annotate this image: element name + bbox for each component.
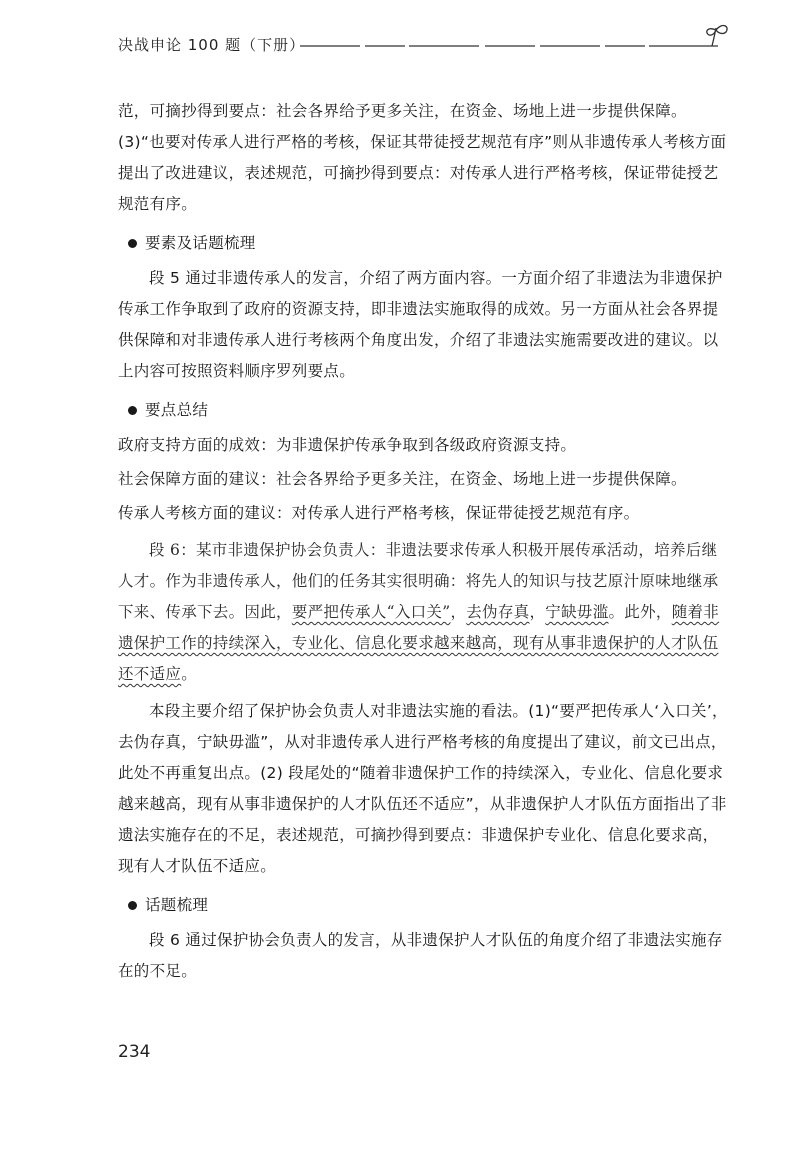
- bullet-heading-elements: [118, 228, 728, 259]
- summary-line-2: 社会保障方面的建议：社会各界给予更多关注，在资金、场地上进一步提供保障。: [118, 470, 687, 488]
- source-quote-paragraph-6: [118, 535, 728, 690]
- paragraph-1: 范，可摘抄得到要点：社会各界给予更多关注，在资金、场地上进一步提供保障。(3)“也要对传承人进行严格的考核，保证其带徒授艺规范有序”则从非遗传承人考核方面提出了改进建议，表述规范，可摘抄得到要点：对传承人进行严格考核，保证带徒授艺规范有序。: [118, 102, 727, 213]
- bullet-heading-summary: [118, 395, 728, 426]
- quote-text: ，: [450, 603, 467, 621]
- quote-underlined-2: 去伪存真: [466, 603, 530, 621]
- bullet-heading-text: 话题梳理: [145, 896, 209, 914]
- paragraph-2: 段 5 通过非遗传承人的发言，介绍了两方面内容。一方面介绍了非遗法为非遗保护传承工作争取到了政府的资源支持，即非遗法实施取得的成效。另一方面从社会各界提供保障和对非遗传承人进行考核两个角度出发，介绍了非遗法实施需要改进的建议。以上内容可按照资料顺序罗列要点。: [118, 269, 723, 380]
- page-header: [0, 0, 800, 60]
- bullet-dot-icon: [128, 239, 137, 248]
- bullet-heading-text: 要点总结: [145, 401, 209, 419]
- summary-line-3: 传承人考核方面的建议：对传承人进行严格考核，保证带徒授艺规范有序。: [118, 504, 640, 522]
- quote-underlined-4: 随着非遗保护工作的持续深入，专业化、信息化要求越来越高，现有从事非遗保护的人才队伍还不适应: [118, 603, 720, 683]
- bullet-heading-topic: [118, 890, 728, 921]
- quote-text: 。: [181, 665, 198, 683]
- quote-underlined-3: 宁缺毋滥: [545, 603, 609, 621]
- sprout-icon: [707, 26, 727, 46]
- bullet-heading-text: 要素及话题梳理: [145, 234, 256, 252]
- paragraph-3: 本段主要介绍了保护协会负责人对非遗法实施的看法。(1)“要严把传承人‘入口关’，去伪存真，宁缺毋滥”，从对非遗传承人进行严格考核的角度提出了建议，前文已出点，此处不再重复出点。(2) 段尾处的“随着非遗保护工作的持续深入，专业化、信息化要求越来越高，现有从事非遗保护的人才队伍还不适应”，从非遗保护人才队伍方面指出了非遗法实施存在的不足，表述规范，可摘抄得到要点：非遗保护专业化、信息化要求高，现有人才队伍不适应。: [118, 702, 728, 875]
- summary-line-1: 政府支持方面的成效：为非遗保护传承争取到各级政府资源支持。: [118, 436, 577, 454]
- page-number: 234: [118, 1042, 151, 1062]
- quote-underlined-1: 要严把传承人“入口关”: [291, 603, 451, 621]
- bullet-dot-icon: [128, 901, 137, 910]
- quote-text: ，: [529, 603, 546, 621]
- running-title: 决战申论 100 题（下册）: [118, 36, 306, 54]
- page-body: [118, 96, 728, 987]
- quote-text: 段 6：某市非遗保护协会负责人：非遗法要求传承人积极开展传承活动，培养后继人才。作为非遗传承人，他们的任务其实很明确：将先人的知识与技艺原汁原味地继承下来、传承下去。因此，: [118, 541, 719, 621]
- quote-text: 。此外，: [608, 603, 672, 621]
- header-rule: [0, 0, 800, 60]
- bullet-dot-icon: [128, 406, 137, 415]
- paragraph-4: 段 6 通过保护协会负责人的发言，从非遗保护人才队伍的角度介绍了非遗法实施存在的不足。: [118, 931, 723, 980]
